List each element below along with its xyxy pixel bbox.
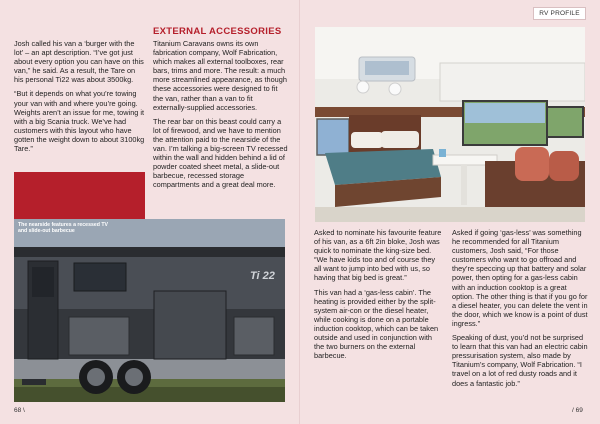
section-heading: EXTERNAL ACCESSORIES [153, 26, 282, 37]
paragraph: Asked if going ‘gas-less’ was something he recommended for all Titanium customers, Josh said, “For those customers who want to go offroad and they’re speccing up that battery and solar power, then opting for a gas-less cabin with an induction cooktop is a great option. The other thing is that if you go for a diesel heater, you can delete the vent in the door, which we know is a point of dust ingress.” [452, 228, 588, 328]
left-column-1 [14, 39, 145, 158]
caravan-illustration [14, 219, 285, 402]
caravan-exterior-photo [14, 219, 285, 402]
paragraph: Titanium Caravans owns its own fabrication company, Wolf Fabrication, which makes all external toolboxes, rear bars, trims and more. The result: a much more streamlined appearance, as though these accessories were designed to fit the van, rather than a van to fit externally-supplied accessories. [153, 39, 287, 112]
paragraph: Speaking of dust, you’d not be surprised to learn that this van had an electric cabin pressurisation system, also made by Titanium’s company, Wolf Fabrication. “I travel on a lot of red dusty roads and it does a fantastic job.” [452, 333, 588, 388]
page-number-right: / 69 [572, 407, 583, 414]
red-color-block [14, 172, 145, 220]
paragraph: Josh called his van a ‘burger with the lot’ – an apt description. “I’ve got just about every option you can have on this van,” he said. As a result, the Tare on his personal Ti22 was about 3500kg. [14, 39, 144, 85]
paragraph: This van had a ‘gas-less cabin’. The heating is provided either by the split-system air-con or the diesel heater, while cooking is done on a portable induction cooktop, which can be taken outside and used in conjunction with the two burners on the external barbecue. [314, 287, 439, 361]
right-column-1 [314, 228, 444, 365]
page-number-left: 68 \ [14, 407, 25, 414]
photo-caption: The nearside features a recessed TV and slide-out barbecue [18, 222, 108, 234]
right-column-2 [452, 228, 588, 393]
paragraph: Asked to nominate his favourite feature of his van, as a 6ft 2in bloke, Josh was quick to nominate the king-size bed. “We have kids too and of course they all want to jump into bed with us, so having that big bed is great.” [314, 228, 442, 283]
van-badge: Ti 22 [250, 270, 275, 282]
section-tab: RV PROFILE [533, 7, 586, 20]
paragraph: The rear bar on this beast could carry a lot of firewood, and we have to mention the attention paid to the nearside of the van. I’m talking a big-screen TV recessed within the wall and hidden behind a lid of powder coated sheet metal, a slide-out barbecue, recessed storage compartments and a great deal more. [153, 116, 288, 190]
paragraph: “But it depends on what you’re towing your van with and where you’re going. Weights aren’t an issue for me, towing it with a big Scania truck. We’ve had customers with this layout who have gotten the weight down to about 3100kg Tare.” [14, 89, 145, 154]
interior-illustration [315, 27, 585, 222]
caravan-interior-photo [315, 27, 585, 222]
right-page [300, 0, 600, 424]
left-column-2 [153, 39, 288, 195]
